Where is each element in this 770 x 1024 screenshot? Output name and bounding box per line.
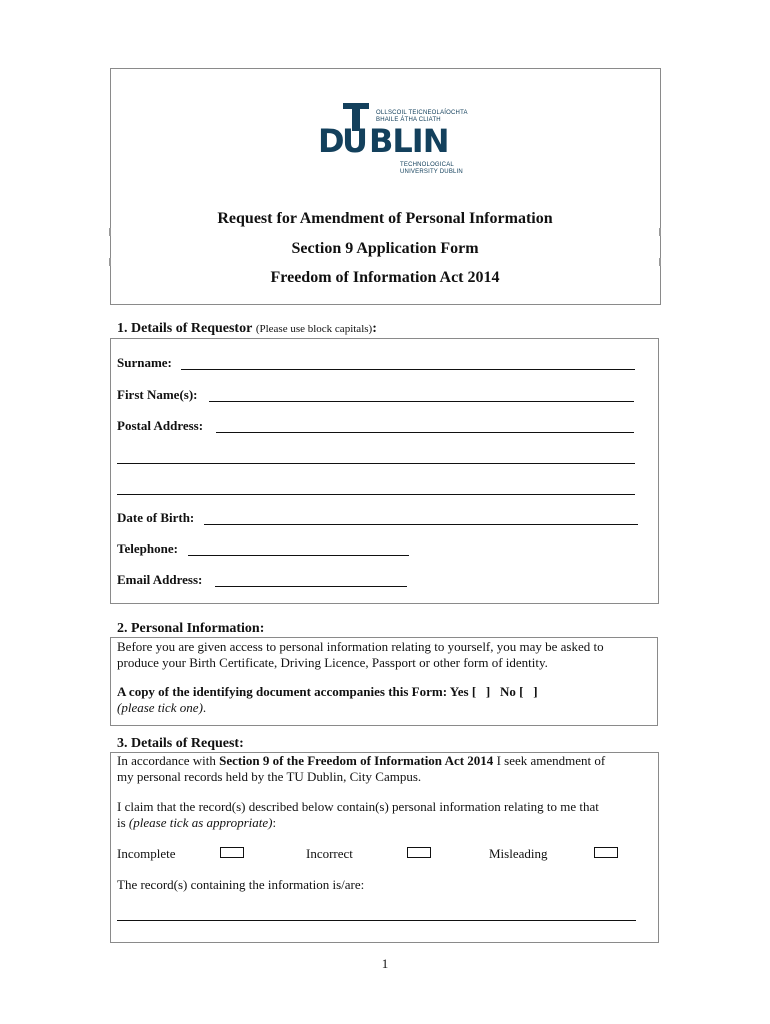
claim-line2 — [117, 815, 276, 831]
header-edge-mark-left-bottom — [109, 258, 111, 266]
requestor-details-box — [110, 338, 659, 604]
incorrect-checkbox[interactable] — [407, 847, 431, 858]
logo-english-line1: TECHNOLOGICAL — [400, 162, 454, 168]
tick-one-note: (please tick one) — [117, 700, 203, 715]
logo-letter-d: D — [318, 122, 345, 160]
claim-line1: I claim that the record(s) described below contain(s) personal information relating to me that — [117, 799, 599, 814]
claim-line2-post: : — [272, 815, 277, 830]
section2-body-line2: produce your Birth Certificate, Driving Licence, Passport or other form of identity. — [117, 655, 548, 670]
act-title: Freedom of Information Act 2014 — [270, 269, 500, 286]
section3-act-reference: Section 9 of the Freedom of Information Act 2014 — [219, 753, 494, 768]
identity-copy-question[interactable]: A copy of the identifying document accompanies this Form: Yes [ ] No [ ] — [117, 684, 538, 699]
option-misleading-label: Misleading — [489, 846, 548, 861]
tu-dublin-logo — [316, 100, 468, 180]
logo-irish-line1: OLLSCOIL TEICNEOLAÍOCHTA — [376, 110, 468, 116]
records-label: The record(s) containing the information is/are: — [117, 877, 365, 892]
misleading-checkbox[interactable] — [594, 847, 618, 858]
tick-one-note-row — [117, 700, 206, 716]
email-label: Email Address: — [117, 572, 203, 587]
section2-body-line1: Before you are given access to personal information relating to yourself, you may be asked to — [117, 639, 604, 654]
claim-line2-pre: is — [117, 815, 129, 830]
telephone-input-line[interactable] — [188, 555, 409, 556]
surname-label: Surname: — [117, 355, 172, 370]
section3-line1 — [117, 753, 605, 769]
form-title: Request for Amendment of Personal Information — [217, 210, 553, 227]
postal-address-input-line-2[interactable] — [117, 463, 635, 464]
section1-heading-row — [117, 321, 377, 337]
section3-line1-post: I seek amendment of — [493, 753, 606, 768]
logo-word-blin: BLIN — [369, 122, 449, 160]
header-edge-mark-right-top — [659, 228, 661, 236]
tick-one-period: . — [202, 700, 207, 715]
section2-heading: 2. Personal Information: — [117, 621, 265, 636]
section3-heading: 3. Details of Request: — [117, 736, 244, 751]
form-subtitle: Section 9 Application Form — [291, 240, 479, 257]
logo-letter-u: U — [342, 122, 368, 160]
surname-input-line[interactable] — [181, 369, 635, 370]
email-input-line[interactable] — [215, 586, 407, 587]
postal-address-label: Postal Address: — [117, 418, 204, 433]
section1-colon: : — [372, 321, 377, 336]
postal-address-input-line-3[interactable] — [117, 494, 635, 495]
incomplete-checkbox[interactable] — [220, 847, 244, 858]
postal-address-input-line-1[interactable] — [216, 432, 634, 433]
claim-line2-italic: (please tick as appropriate) — [128, 815, 273, 830]
option-incomplete-label: Incomplete — [117, 846, 176, 861]
first-names-input-line[interactable] — [209, 401, 634, 402]
section1-note: (Please use block capitals) — [255, 323, 373, 335]
logo-irish-line2: BHAILE ÁTHA CLIATH — [376, 117, 441, 123]
logo-english-line2: UNIVERSITY DUBLIN — [400, 169, 463, 175]
page-number: 1 — [381, 956, 389, 971]
section3-line1-pre: In accordance with — [117, 753, 220, 768]
section3-line2: my personal records held by the TU Dublin, City Campus. — [117, 769, 422, 784]
first-names-label: First Name(s): — [117, 387, 198, 402]
section1-heading: 1. Details of Requestor — [117, 321, 253, 336]
header-edge-mark-right-bottom — [659, 258, 661, 266]
date-of-birth-input-line[interactable] — [204, 524, 638, 525]
telephone-label: Telephone: — [117, 541, 178, 556]
header-edge-mark-left-top — [109, 228, 111, 236]
records-input-line[interactable] — [117, 920, 636, 921]
date-of-birth-label: Date of Birth: — [117, 510, 195, 525]
option-incorrect-label: Incorrect — [306, 846, 353, 861]
